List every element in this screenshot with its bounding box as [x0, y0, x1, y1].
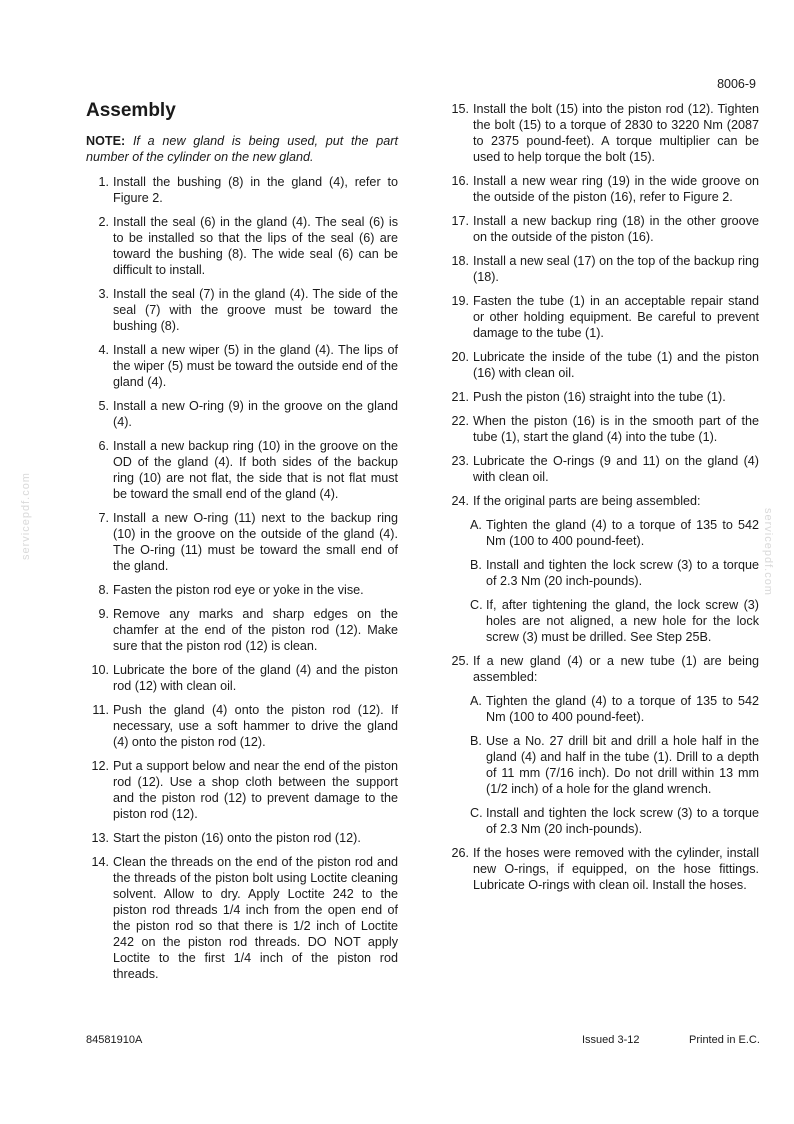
step-number: 25.	[451, 654, 469, 668]
step-text: Push the gland (4) onto the piston rod (12). If necessary, use a soft hammer to drive the gland (4) onto the piston rod (12).	[113, 703, 398, 749]
step-number: 14.	[91, 855, 109, 869]
step-number: 21.	[451, 390, 469, 404]
note	[86, 133, 398, 165]
step-item	[86, 662, 398, 694]
substep-item	[470, 557, 759, 589]
step-number: 18.	[451, 254, 469, 268]
step-number: C.	[470, 598, 483, 612]
step-text: Install and tighten the lock screw (3) to a torque of 2.3 Nm (20 inch-pounds).	[486, 806, 759, 836]
step-item	[446, 493, 759, 509]
page-number: 8006-9	[717, 77, 756, 91]
step-item	[86, 582, 398, 598]
step-item	[446, 213, 759, 245]
step-number: 19.	[451, 294, 469, 308]
step-text: If a new gland (4) or a new tube (1) are being assembled:	[473, 654, 759, 684]
step-text: If the hoses were removed with the cylinder, install new O-rings, if equipped, on the hose fittings. Lubricate O-rings with clean oil. Install the hoses.	[473, 846, 759, 892]
step-item	[446, 293, 759, 341]
step-number: 17.	[451, 214, 469, 228]
step-text: If, after tightening the gland, the lock screw (3) holes are not aligned, a new hole for the lock screw (3) must be drilled. See Step 25B.	[486, 598, 759, 644]
step-item	[446, 389, 759, 405]
footer-part-number: 84581910A	[86, 1034, 143, 1046]
step-item	[86, 342, 398, 390]
step-item	[86, 214, 398, 278]
step-item	[446, 101, 759, 165]
step-item	[86, 758, 398, 822]
right-steps-list	[446, 101, 759, 509]
footer-printed: Printed in E.C.	[689, 1034, 760, 1046]
step-text: Clean the threads on the end of the piston rod and the threads of the piston bolt using Loctite cleaning solvent. Allow to dry. Apply Loctite 242 to the piston rod threads 1/4 inch from the open end of the piston rod so that there is 1/2 inch of Loctite 242 on the piston rod threads. DO NOT apply Loctite to the first 1/4 inch of the piston rod threads.	[113, 855, 398, 981]
left-steps-list	[86, 174, 398, 982]
step-number: 10.	[91, 663, 109, 677]
step-number: 4.	[98, 343, 109, 357]
step-text: Install the bushing (8) in the gland (4), refer to Figure 2.	[113, 175, 398, 205]
step-item	[86, 830, 398, 846]
step-25-substeps	[446, 693, 759, 837]
step-text: Lubricate the inside of the tube (1) and the piston (16) with clean oil.	[473, 350, 759, 380]
step-text: Tighten the gland (4) to a torque of 135 to 542 Nm (100 to 400 pound-feet).	[486, 518, 759, 548]
step-item	[446, 453, 759, 485]
step-number: B.	[470, 734, 482, 748]
step-number: 16.	[451, 174, 469, 188]
step-number: 1.	[98, 175, 109, 189]
step-text: If the original parts are being assembled:	[473, 494, 701, 508]
step-item	[86, 702, 398, 750]
right-column	[446, 101, 759, 901]
step-number: 8.	[98, 583, 109, 597]
watermark-left: servicepdf.com	[20, 472, 32, 560]
step-text: Lubricate the O-rings (9 and 11) on the gland (4) with clean oil.	[473, 454, 759, 484]
step-number: 23.	[451, 454, 469, 468]
step-item	[446, 253, 759, 285]
step-text: Push the piston (16) straight into the tube (1).	[473, 390, 726, 404]
step-item	[446, 845, 759, 893]
step-text: Install a new backup ring (18) in the other groove on the outside of the piston (16).	[473, 214, 759, 244]
step-number: 3.	[98, 287, 109, 301]
step-text: Install a new O-ring (9) in the groove on the gland (4).	[113, 399, 398, 429]
step-number: 15.	[451, 102, 469, 116]
step-number: A.	[470, 694, 482, 708]
step-24-substeps	[446, 517, 759, 645]
step-item	[446, 653, 759, 685]
left-column	[86, 100, 398, 990]
step-item	[86, 438, 398, 502]
footer-issued: Issued 3-12	[582, 1034, 640, 1046]
substep-item	[470, 517, 759, 549]
step-text: Install a new seal (17) on the top of the backup ring (18).	[473, 254, 759, 284]
step-text: Install a new wiper (5) in the gland (4). The lips of the wiper (5) must be toward the outside end of the gland (4).	[113, 343, 398, 389]
step-item	[86, 510, 398, 574]
step-text: Tighten the gland (4) to a torque of 135 to 542 Nm (100 to 400 pound-feet).	[486, 694, 759, 724]
step-number: 20.	[451, 350, 469, 364]
step-text: Install a new wear ring (19) in the wide groove on the outside of the piston (16), refer to Figure 2.	[473, 174, 759, 204]
step-text: Install and tighten the lock screw (3) to a torque of 2.3 Nm (20 inch-pounds).	[486, 558, 759, 588]
step-item	[86, 286, 398, 334]
step-number: 6.	[98, 439, 109, 453]
step-number: B.	[470, 558, 482, 572]
substep-item	[470, 805, 759, 837]
step-number: C.	[470, 806, 483, 820]
step-text: Install the bolt (15) into the piston rod (12). Tighten the bolt (15) to a torque of 2830 to 3220 Nm (2087 to 2375 pound-feet). A torque multiplier can be used to help torque the bolt (15).	[473, 102, 759, 164]
step-text: Install the seal (7) in the gland (4). The side of the seal (7) with the groove must be toward the bushing (8).	[113, 287, 398, 333]
step-text: Install the seal (6) in the gland (4). The seal (6) is to be installed so that the lips of the seal (6) are toward the bushing (8). The wide seal (6) can be difficult to install.	[113, 215, 398, 277]
substep-item	[470, 733, 759, 797]
step-number: 12.	[91, 759, 109, 773]
step-number: 2.	[98, 215, 109, 229]
substep-item	[470, 597, 759, 645]
step-item	[86, 854, 398, 982]
step-number: 7.	[98, 511, 109, 525]
note-text: If a new gland is being used, put the part number of the cylinder on the new gland.	[86, 134, 399, 164]
step-text: Start the piston (16) onto the piston rod (12).	[113, 831, 361, 845]
step-text: Lubricate the bore of the gland (4) and the piston rod (12) with clean oil.	[113, 663, 398, 693]
step-number: A.	[470, 518, 482, 532]
step-number: 24.	[451, 494, 469, 508]
step-text: Remove any marks and sharp edges on the chamfer at the end of the piston rod (12). Make sure that the piston rod (12) is clean.	[113, 607, 398, 653]
step-number: 11.	[92, 703, 109, 717]
step-text: Use a No. 27 drill bit and drill a hole half in the gland (4) and half in the tube (1). Drill to a depth of 11 mm (7/16 inch). Do not drill within 13 mm (1/2 inch) of a hole for the gland wrench.	[486, 734, 759, 796]
substep-item	[470, 693, 759, 725]
section-title: Assembly	[86, 100, 176, 121]
step-item	[86, 174, 398, 206]
step-text: When the piston (16) is in the smooth part of the tube (1), start the gland (4) into the tube (1).	[473, 414, 759, 444]
step-number: 13.	[91, 831, 109, 845]
step-number: 5.	[98, 399, 109, 413]
watermark-right: servicepdf.com	[762, 508, 774, 596]
step-item	[446, 349, 759, 381]
step-number: 26.	[451, 846, 469, 860]
step-text: Install a new O-ring (11) next to the backup ring (10) in the groove on the outside of the gland (4). The O-ring (11) must be toward the small end of the gland.	[113, 511, 398, 573]
step-number: 9.	[98, 607, 109, 621]
step-item	[86, 398, 398, 430]
step-item	[446, 173, 759, 205]
step-item	[86, 606, 398, 654]
step-text: Fasten the tube (1) in an acceptable repair stand or other holding equipment. Be careful to prevent damage to the tube (1).	[473, 294, 759, 340]
step-text: Install a new backup ring (10) in the groove on the OD of the gland (4). If both sides of the backup ring (10) are not flat, the side that is not flat must be toward the small end of the gland (4).	[113, 439, 398, 501]
step-text: Put a support below and near the end of the piston rod (12). Use a shop cloth between the support and the piston rod (12) to prevent damage to the piston rod (12).	[113, 759, 398, 821]
step-text: Fasten the piston rod eye or yoke in the vise.	[113, 583, 364, 597]
step-item	[446, 413, 759, 445]
step-number: 22.	[451, 414, 469, 428]
note-label: NOTE:	[86, 134, 126, 148]
